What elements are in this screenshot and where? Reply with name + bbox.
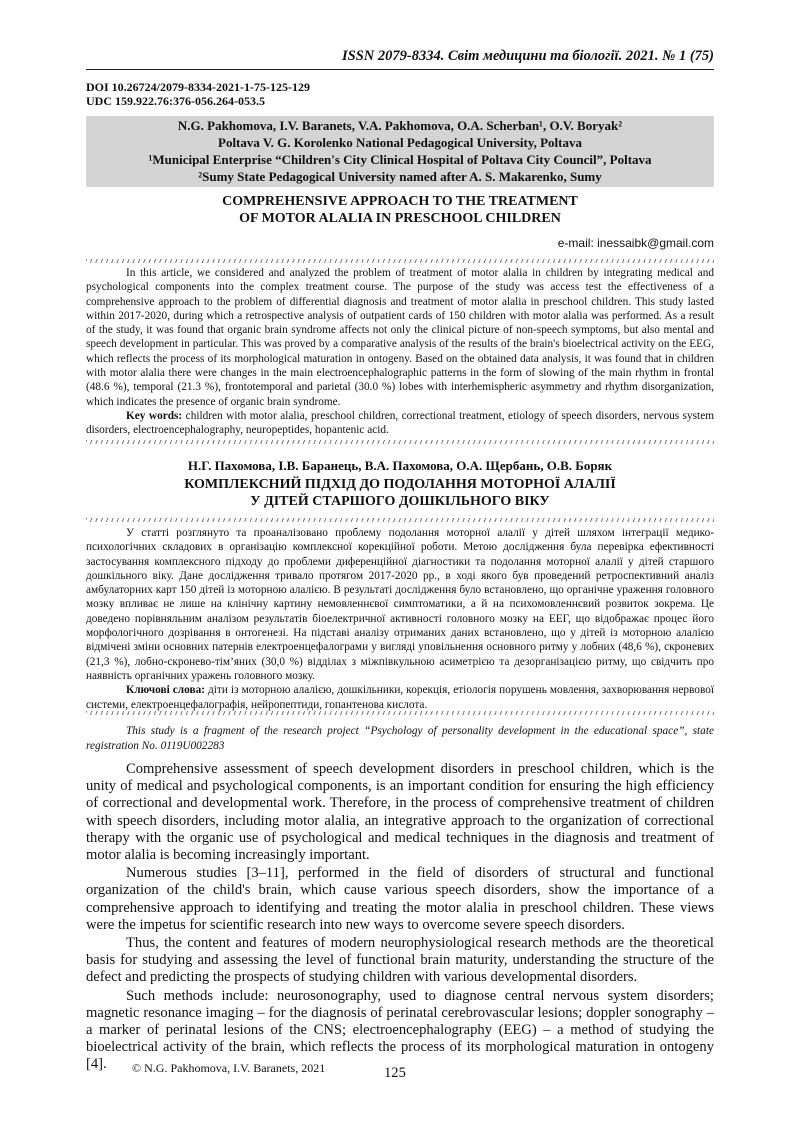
- abstract-en-text: In this article, we considered and analyzed the problem of treatment of motor alalia in children by integrating medical and psychological components into the complex treatment course. The purpose of the study was access test the effectiveness of a comprehensive approach to the problem of differential diagnosis and treatment of motor alalia in preschool children. This study lasted within 2017-2020, during which a retrospective analysis of outpatient cards of 150 children with motor alalia was performed. As a result of the study, it was found that organic brain syndrome affects not only the clinical picture of non-speech symptoms, but also mental and speech development in particular. This was proved by a comparative analysis of the results of the brain's bioelectrical activity on the EEG, which reflects the process of its morphological maturation in ontogeny. Based on the obtained data analysis, it was found that in children with motor alalia there were changes in the main electroencephalographic patterns in the form of slowing of the main rhythm in frontal (48.6 %), temporal (21.3 %), frontotemporal and parietal (30.0 %) lobes with interhemispheric asymmetry and rhythm disorganization, which indicates the presence of organic brain syndrome.: [86, 267, 714, 408]
- title-en-line: OF MOTOR ALALIA IN PRESCHOOL CHILDREN: [239, 211, 561, 226]
- separator: [86, 518, 714, 522]
- keywords-ua: [86, 683, 714, 712]
- copyright: © N.G. Pakhomova, I.V. Baranets, 2021: [132, 1061, 326, 1075]
- journal-header: ISSN 2079-8334. Світ медицини та біології. 2021. № 1 (75): [86, 48, 714, 70]
- title-ua-line: КОМПЛЕКСНИЙ ПІДХІД ДО ПОДОЛАННЯ МОТОРНОЇ АЛАЛІЇ: [184, 477, 616, 492]
- keywords-en-text: children with motor alalia, preschool children, correctional treatment, etiology of speech disorders, nervous system disorders, electroencephalography, neuropeptides, hopantenic acid.: [86, 409, 714, 437]
- body-paragraph: Comprehensive assessment of speech development disorders in preschool children, which is the unity of medical and psychological components, is an important condition for ensuring the high efficiency of correctional and developmental work. Therefore, in the process of comprehensive treatment of children with speech disorders, including motor alalia, an integrative approach to the organization of correctional therapy with the organic use of psychological and medical techniques in the diagnosis and treatment of motor alalia is becoming increasingly important.: [86, 761, 714, 864]
- abstract-ua: [86, 526, 714, 712]
- funding-footnote: This study is a fragment of the research project “Psychology of personality development in the educational space”, state registration No. 0119U002283: [86, 725, 714, 752]
- affiliation: Poltava V. G. Korolenko National Pedagogical University, Poltava: [218, 135, 582, 150]
- authors-en: N.G. Pakhomova, I.V. Baranets, V.A. Pakhomova, O.A. Scherban¹, O.V. Boryak²: [177, 118, 623, 133]
- affiliation: ²Sumy State Pedagogical University named after A. S. Makarenko, Sumy: [198, 169, 602, 184]
- title-en-line: COMPREHENSIVE APPROACH TO THE TREATMENT: [222, 194, 578, 209]
- body-text: [86, 761, 714, 1075]
- keywords-ua-text: діти із моторною алалією, дошкільники, корекція, етіологія порушень мовлення, захворювання нервової системи, електроенцефалографія, нейропептиди, гопантенова кислота.: [86, 684, 715, 711]
- title-en: [86, 193, 714, 227]
- body-paragraph: Such methods include: neurosonography, used to diagnose central nervous system disorders; magnetic resonance imaging – for the diagnosis of perinatal cerebrovascular lesions; doppler sonography – a marker of perinatal lesions of the CNS; electroencephalography (EEG) – a method of studying the bioelectrical activity of the brain, which reflects the process of its morphological maturation in ontogeny [4].: [86, 987, 714, 1073]
- separator: [86, 440, 714, 444]
- body-paragraph: Thus, the content and features of modern neurophysiological research methods are the theoretical basis for studying and assessing the level of functional brain maturity, understanding the structure of the defect and predicting the prospects of studying children with various developmental disorders.: [86, 935, 714, 986]
- body-paragraph: Numerous studies [3–11], performed in the field of disorders of structural and functional organization of the child's brain, which cause various speech disorders, show the importance of a comprehensive approach to identifying and treating the motor alalia in preschool children. These views were the impetus for scientific research into new ways to overcome severe speech disorders.: [86, 865, 714, 933]
- title-ua: [86, 476, 714, 510]
- separator: [86, 711, 714, 715]
- abstract-en: [86, 266, 714, 438]
- keywords-en: [86, 409, 714, 438]
- title-ua-line: У ДІТЕЙ СТАРШОГО ДОШКІЛЬНОГО ВІКУ: [250, 494, 550, 509]
- udc: UDC 159.922.76:376-056.264-053.5: [86, 94, 265, 108]
- identifiers: [86, 80, 310, 108]
- email: e-mail: inessaibk@gmail.com: [557, 236, 714, 250]
- separator: [86, 259, 714, 263]
- authors-affiliations-box: [86, 116, 714, 187]
- doi: DOI 10.26724/2079-8334-2021-1-75-125-129: [86, 80, 310, 94]
- page-number: 125: [384, 1065, 406, 1081]
- keywords-ua-label: Ключові слова:: [126, 684, 205, 697]
- authors-ua: Н.Г. Пахомова, І.В. Баранець, В.А. Пахомова, О.А. Щербань, О.В. Боряк: [187, 458, 613, 473]
- affiliation: ¹Municipal Enterprise “Children's City Clinical Hospital of Poltava City Council”, Poltava: [148, 152, 652, 167]
- abstract-ua-text: У статті розглянуто та проаналізовано проблему подолання моторної алалії у дітей шляхом інтеграції медико-психологічних складових в організацію комплексної корекційної роботи. Метою дослідження була перевірка ефективності застосування комплексного підходу до проблеми диференційної діагностики та подолання моторної алалії у дітей старшого дошкільного віку. Дане дослідження тривало протягом 2017-2020 рр., в ході якого був проведений ретроспективний аналіз амбулаторних карт 150 дітей із моторною алалією. В результаті дослідження було встановлено, що органічне ураження головного мозку впливає не лише на клінічну картину немовленнєвої симптоматики, а й на психомовленнєвий розвиток зокрема. Це доведено порівняльним аналізом результатів біоелектричної активності головного мозку на ЕЕГ, що відображає процес його морфологічного дозрівання в онтогенезі. На підставі аналізу отриманих даних встановлено, що у дітей із моторною алалією відмічені зміни основних патернів електроенцефалограми у вигляді уповільнення основного ритму у лобних (48,6 %), скроневих (21,3 %), лобно-скронево-тім’яних (30,0 %) відділах з міжпівкульною асиметрією та дезорганізацією ритму, що свідчить про наявність органічних уражень головного мозку.: [86, 527, 714, 682]
- keywords-en-label: Key words:: [126, 409, 183, 422]
